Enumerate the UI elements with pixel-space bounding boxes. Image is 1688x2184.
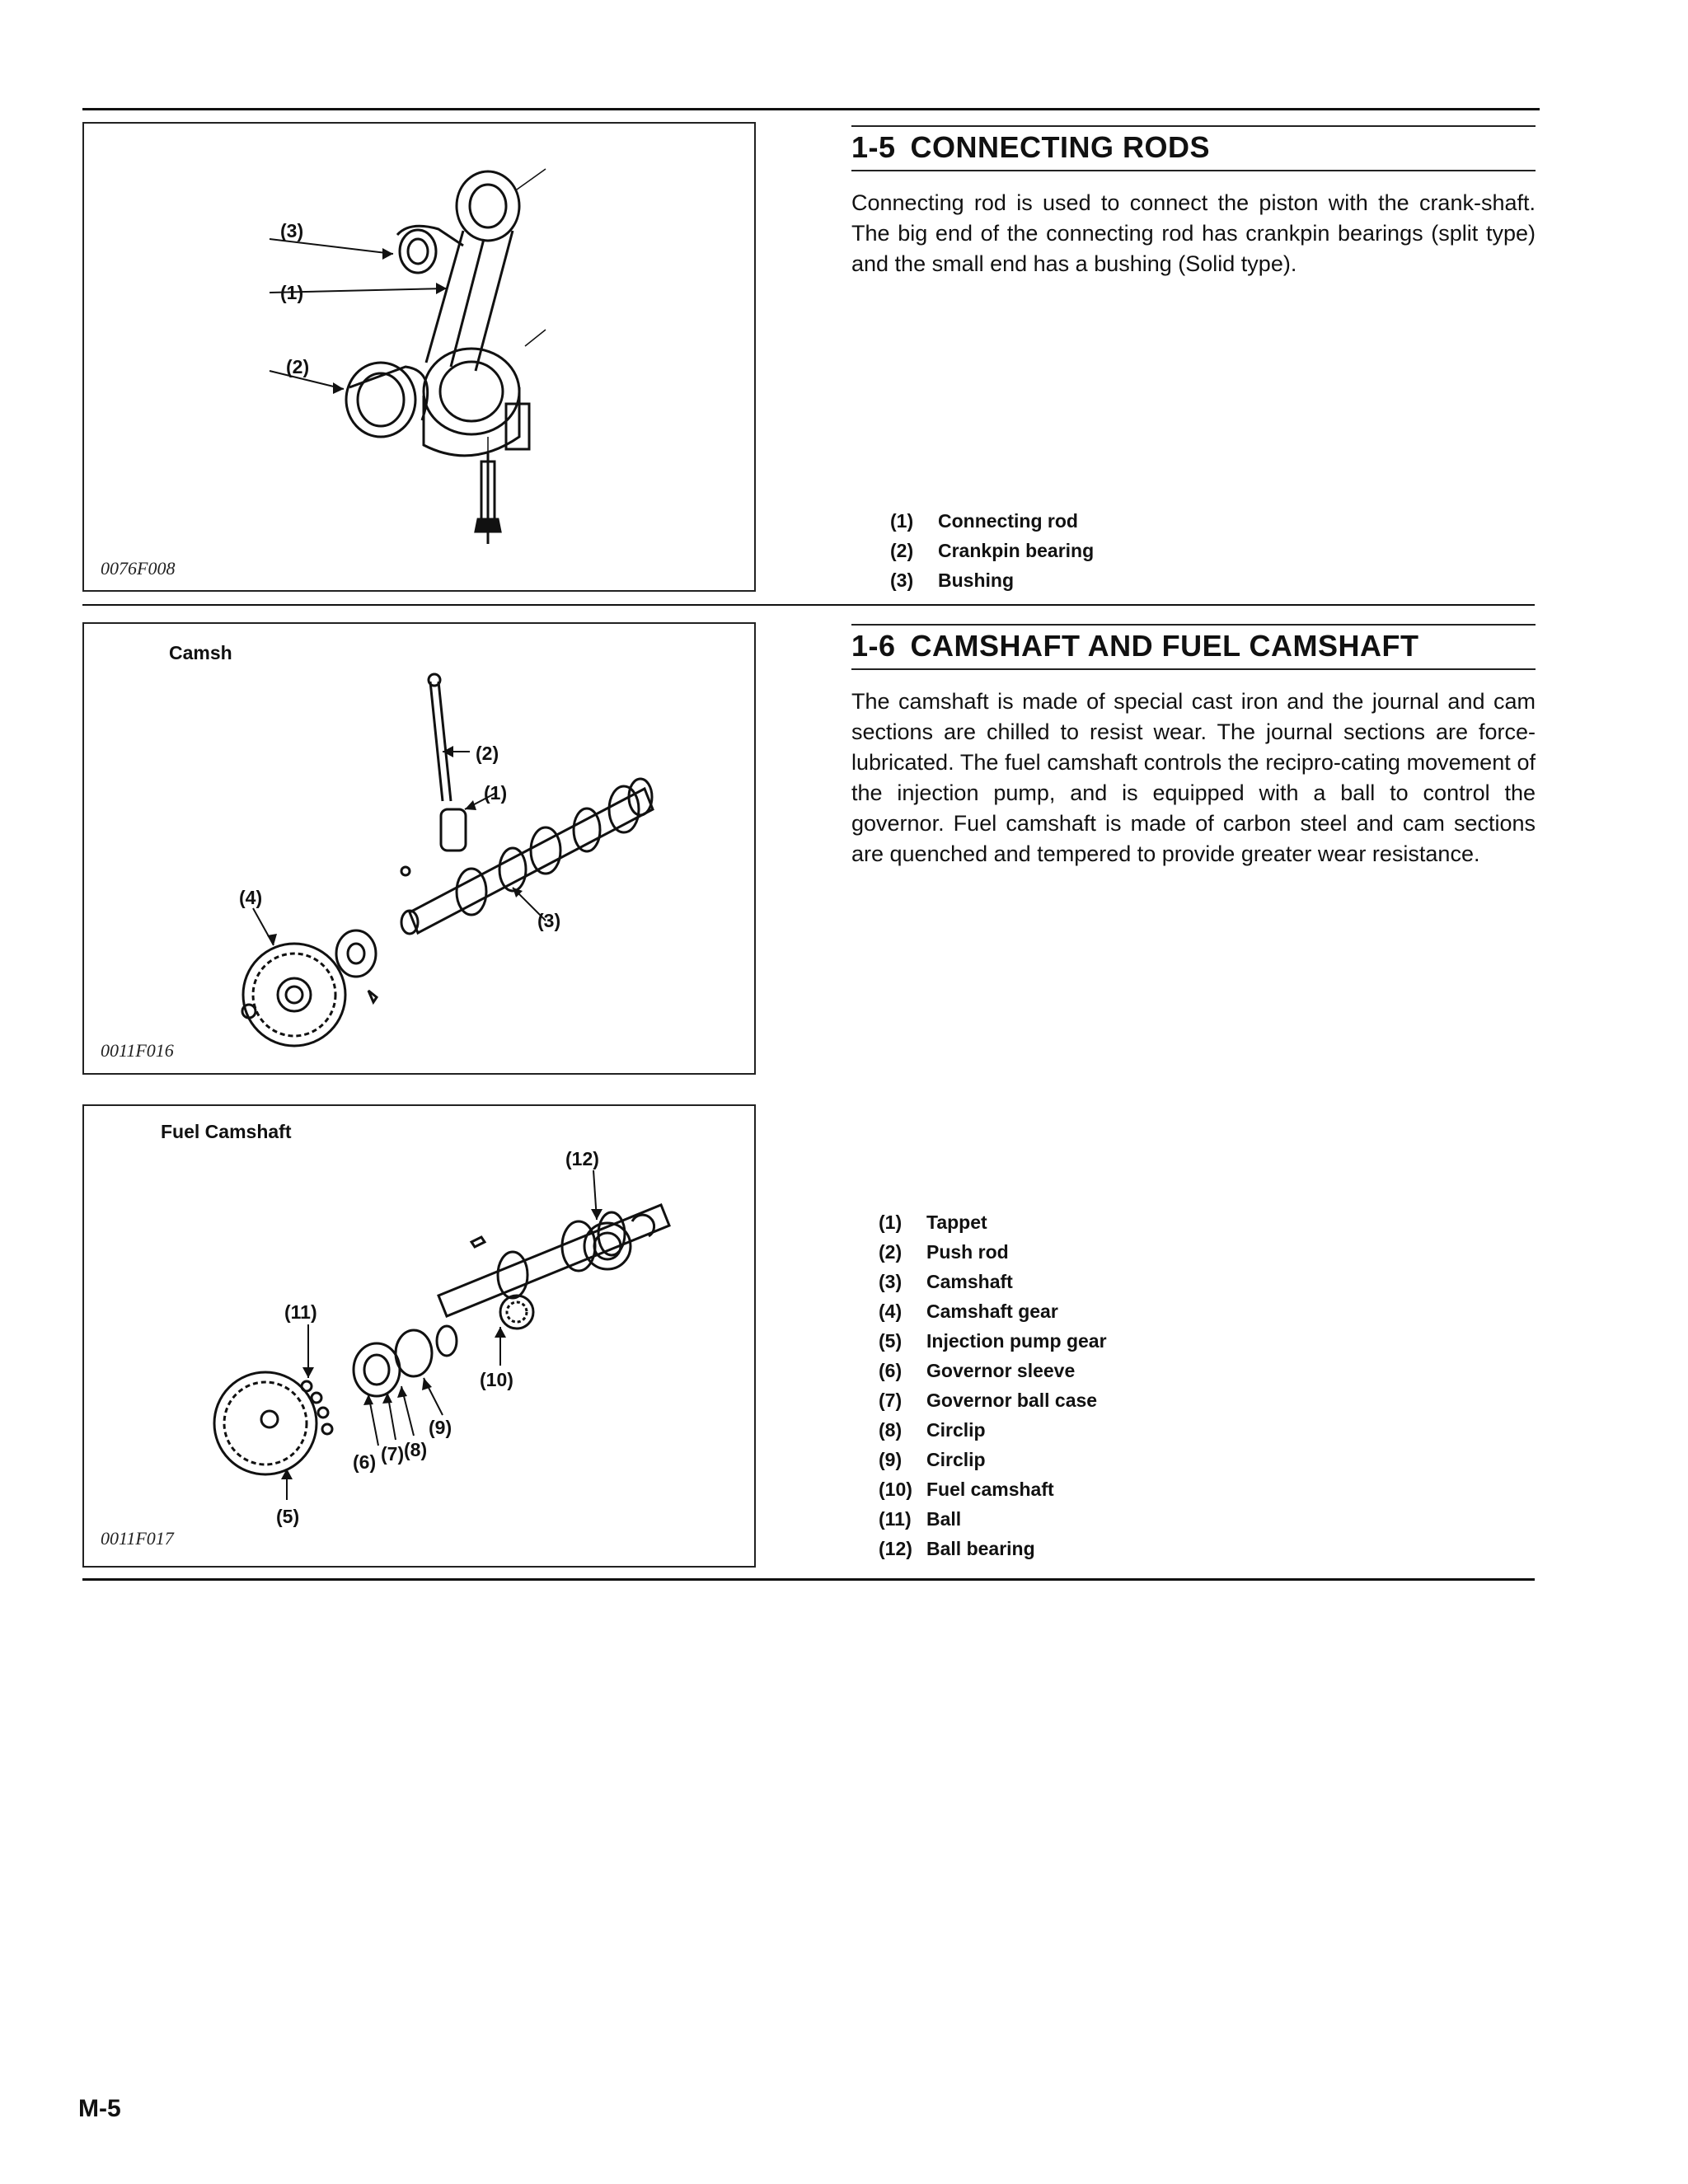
section-camshaft xyxy=(851,624,1536,869)
callout-8: (8) xyxy=(404,1439,428,1460)
connecting-rod-illustration xyxy=(84,124,754,590)
legend-item: (7) Governor ball case xyxy=(879,1390,1098,1411)
figure-fuel-camshaft xyxy=(82,1104,756,1568)
figure-title: Fuel Camshaft xyxy=(161,1121,292,1142)
legend-item: (12) Ball bearing xyxy=(879,1538,1035,1559)
section-body: Connecting rod is used to connect the piston with the crank-shaft. The big end of the connecting rod has crankpin bearings (split type) and the small end has a bushing (Solid type). xyxy=(851,190,1536,276)
callout-11: (11) xyxy=(284,1301,317,1323)
legend-item: (10) Fuel camshaft xyxy=(879,1479,1054,1500)
legend-camshaft xyxy=(879,1207,1107,1563)
page-number: M-5 xyxy=(78,2095,121,2122)
callout-3: (3) xyxy=(280,220,304,241)
figure-code: 0011F016 xyxy=(101,1040,174,1061)
camshaft-illustration xyxy=(84,624,754,1073)
section-rule xyxy=(851,170,1536,171)
legend-connecting-rods xyxy=(890,506,1094,595)
fuel-camshaft-illustration xyxy=(84,1106,754,1566)
callout-2: (2) xyxy=(286,356,310,377)
bottom-rule xyxy=(82,1578,1535,1581)
mid-divider xyxy=(82,604,1535,606)
section-rule-top xyxy=(851,624,1536,626)
callout-9: (9) xyxy=(429,1417,452,1438)
legend-item: (4) Camshaft gear xyxy=(879,1301,1058,1322)
callout-12: (12) xyxy=(565,1148,599,1169)
section-connecting-rods xyxy=(851,125,1536,279)
legend-item: (11) Ball xyxy=(879,1508,962,1530)
figure-camshaft xyxy=(82,622,756,1075)
legend-item: (2) Crankpin bearing xyxy=(890,540,1095,561)
callout-3: (3) xyxy=(537,910,561,931)
figure-connecting-rod xyxy=(82,122,756,592)
section-rule-top xyxy=(851,125,1536,127)
legend-item: (5) Injection pump gear xyxy=(879,1330,1107,1352)
callout-4: (4) xyxy=(239,887,263,908)
top-rule xyxy=(82,108,1540,110)
section-title: CONNECTING RODS xyxy=(910,130,1211,164)
callout-5: (5) xyxy=(276,1506,300,1527)
section-heading xyxy=(851,629,1536,668)
callout-1: (1) xyxy=(484,782,508,804)
section-number: 1-5 xyxy=(851,130,896,164)
legend-item: (9) Circlip xyxy=(879,1449,986,1470)
section-rule xyxy=(851,668,1536,670)
callout-10: (10) xyxy=(480,1369,513,1390)
legend-item: (1) Connecting rod xyxy=(890,510,1078,532)
section-title: CAMSHAFT AND FUEL CAMSHAFT xyxy=(910,629,1419,663)
callout-6: (6) xyxy=(353,1451,377,1473)
callout-2: (2) xyxy=(476,743,499,764)
legend-item: (8) Circlip xyxy=(879,1419,986,1441)
section-body: The camshaft is made of special cast iron and the journal and cam sections are chilled to resist wear. The journal sections are force-lubricated. The fuel camshaft controls the recipro-cating movement of the injection pump, and is equipped with a ball to control the governor. Fuel camshaft is made of carbon steel and cam sections are quenched and tempered to provide greater wear resistance. xyxy=(851,689,1536,866)
figure-title: Camsh xyxy=(169,642,232,663)
legend-item: (6) Governor sleeve xyxy=(879,1360,1076,1381)
section-number: 1-6 xyxy=(851,629,896,663)
callout-1: (1) xyxy=(280,282,304,303)
figure-code: 0076F008 xyxy=(101,558,176,579)
legend-item: (1) Tappet xyxy=(879,1212,987,1233)
legend-item: (3) Camshaft xyxy=(879,1271,1013,1292)
figure-code: 0011F017 xyxy=(101,1528,174,1549)
section-heading xyxy=(851,130,1536,170)
legend-item: (2) Push rod xyxy=(879,1241,1009,1263)
legend-item: (3) Bushing xyxy=(890,569,1014,591)
callout-7: (7) xyxy=(381,1443,405,1465)
